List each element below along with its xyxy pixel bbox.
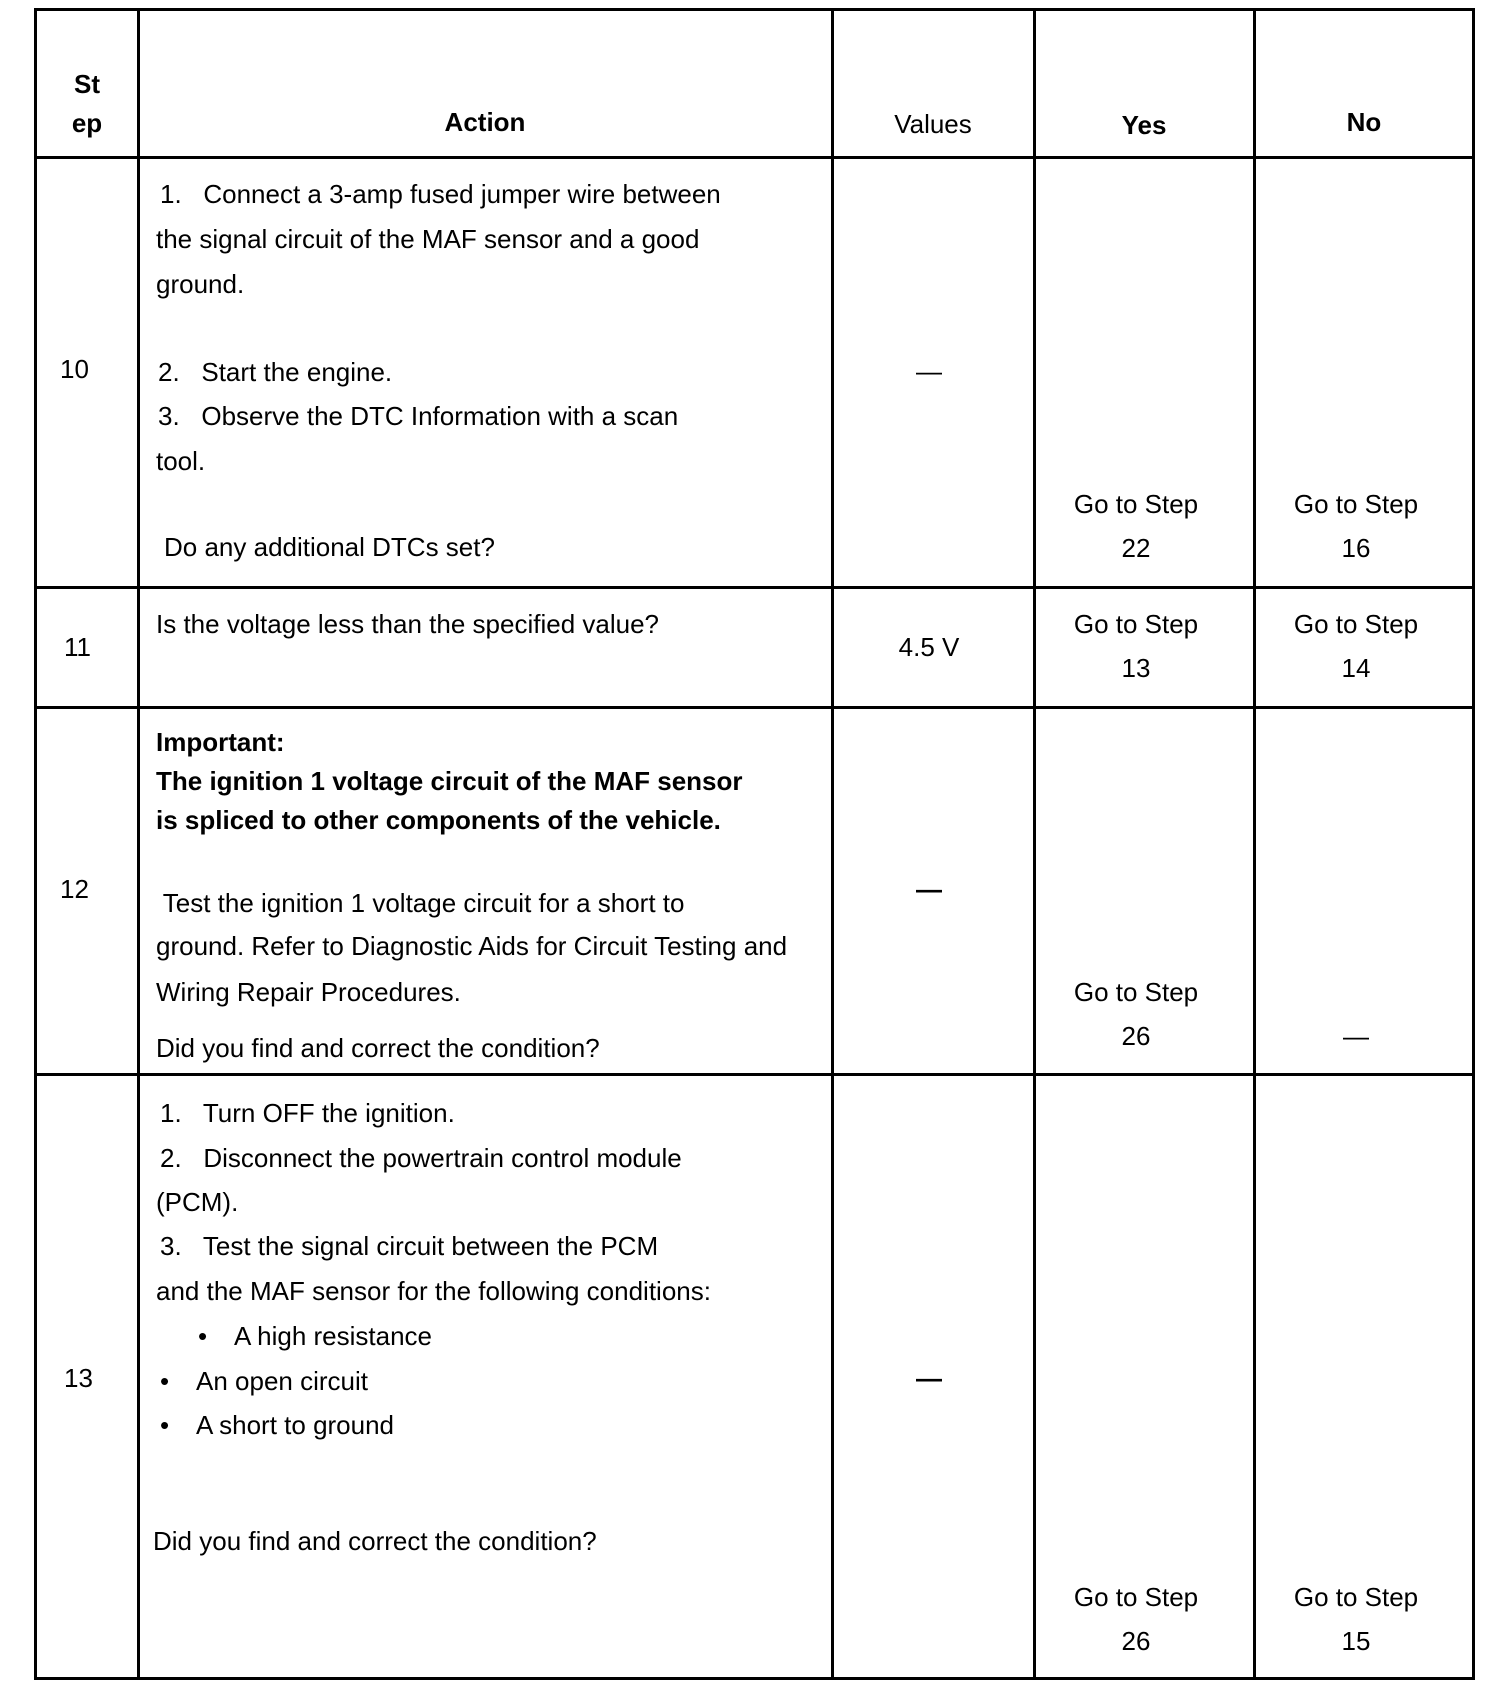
row10-action-line4: 2. Start the engine. <box>158 357 393 387</box>
row10-action-line3: ground. <box>156 269 245 299</box>
step-number-11: 11 <box>64 632 91 662</box>
row13-bullet-2: An open circuit <box>196 1366 368 1396</box>
row13-action-question: Did you find and correct the condition? <box>153 1526 597 1556</box>
row10-yes-line2: 22 <box>1121 533 1151 563</box>
header-action: Action <box>444 107 526 137</box>
header-yes: Yes <box>1121 110 1167 140</box>
bullet-icon: • <box>160 1410 170 1440</box>
row13-value: — <box>916 1363 942 1393</box>
row13-no-line2: 15 <box>1341 1626 1371 1656</box>
row-divider-12 <box>34 1073 1474 1076</box>
row11-action-line1: Is the voltage less than the specified value? <box>156 609 659 639</box>
row12-important-line2: is spliced to other components of the vehicle. <box>156 805 721 835</box>
row13-action-line1: 1. Turn OFF the ignition. <box>160 1098 455 1128</box>
row10-no-line1: Go to Step <box>1293 489 1419 519</box>
row10-action-line5: 3. Observe the DTC Information with a scan <box>158 401 679 431</box>
row-divider-10 <box>34 586 1474 589</box>
row10-no-line2: 16 <box>1341 533 1371 563</box>
step-number-12: 12 <box>60 874 89 904</box>
row12-no: — <box>1343 1021 1369 1051</box>
row10-action-question: Do any additional DTCs set? <box>164 532 495 562</box>
row12-action-line1: Test the ignition 1 voltage circuit for a short to <box>156 888 685 918</box>
table-border-right <box>1472 8 1475 1680</box>
table-border-bottom <box>34 1677 1474 1680</box>
row10-action-line1: 1. Connect a 3-amp fused jumper wire between <box>160 179 721 209</box>
header-no: No <box>1346 107 1382 137</box>
header-step-line2: ep <box>71 108 103 138</box>
row12-action-line2: ground. Refer to Diagnostic Aids for Circuit Testing and <box>156 931 788 961</box>
row11-value: 4.5 V <box>898 632 960 662</box>
row13-yes-line1: Go to Step <box>1073 1582 1199 1612</box>
row12-value: — <box>916 874 942 904</box>
header-values: Values <box>894 109 972 139</box>
row-divider-header <box>34 156 1474 159</box>
row11-no-line1: Go to Step <box>1293 609 1419 639</box>
col-divider-values <box>1033 8 1036 1680</box>
row13-action-line3: (PCM). <box>156 1187 239 1217</box>
header-step-line1: St <box>74 69 100 99</box>
row13-action-line4: 3. Test the signal circuit between the PCM <box>160 1231 659 1261</box>
step-number-10: 10 <box>60 354 89 384</box>
row13-bullet-3: A short to ground <box>196 1410 395 1440</box>
bullet-icon: • <box>160 1366 170 1396</box>
row11-yes-line1: Go to Step <box>1073 609 1199 639</box>
row10-yes-line1: Go to Step <box>1073 489 1199 519</box>
col-divider-step <box>137 8 140 1680</box>
step-number-13: 13 <box>64 1363 93 1393</box>
row11-yes-line2: 13 <box>1121 653 1151 683</box>
row13-action-line2: 2. Disconnect the powertrain control module <box>160 1143 682 1173</box>
row12-action-line3: Wiring Repair Procedures. <box>156 977 461 1007</box>
row13-no-line1: Go to Step <box>1293 1582 1419 1612</box>
bullet-icon: • <box>198 1321 208 1351</box>
row12-important-label: Important: <box>156 727 285 757</box>
row12-yes-line2: 26 <box>1121 1021 1151 1051</box>
row10-value: — <box>916 356 942 386</box>
row13-action-line5: and the MAF sensor for the following conditions: <box>156 1276 711 1306</box>
table-border-left <box>34 8 37 1680</box>
row13-bullet-1: A high resistance <box>234 1321 433 1351</box>
row10-action-line6: tool. <box>156 446 206 476</box>
row11-no-line2: 14 <box>1341 653 1371 683</box>
row-divider-11 <box>34 706 1474 709</box>
row12-yes-line1: Go to Step <box>1073 977 1199 1007</box>
row13-yes-line2: 26 <box>1121 1626 1151 1656</box>
table-border-top <box>34 8 1474 11</box>
col-divider-yes <box>1253 8 1256 1680</box>
row10-action-line2: the signal circuit of the MAF sensor and a good <box>156 224 700 254</box>
col-divider-action <box>831 8 834 1680</box>
row12-important-line1: The ignition 1 voltage circuit of the MAF sensor <box>156 766 743 796</box>
row12-action-question: Did you find and correct the condition? <box>156 1033 600 1063</box>
